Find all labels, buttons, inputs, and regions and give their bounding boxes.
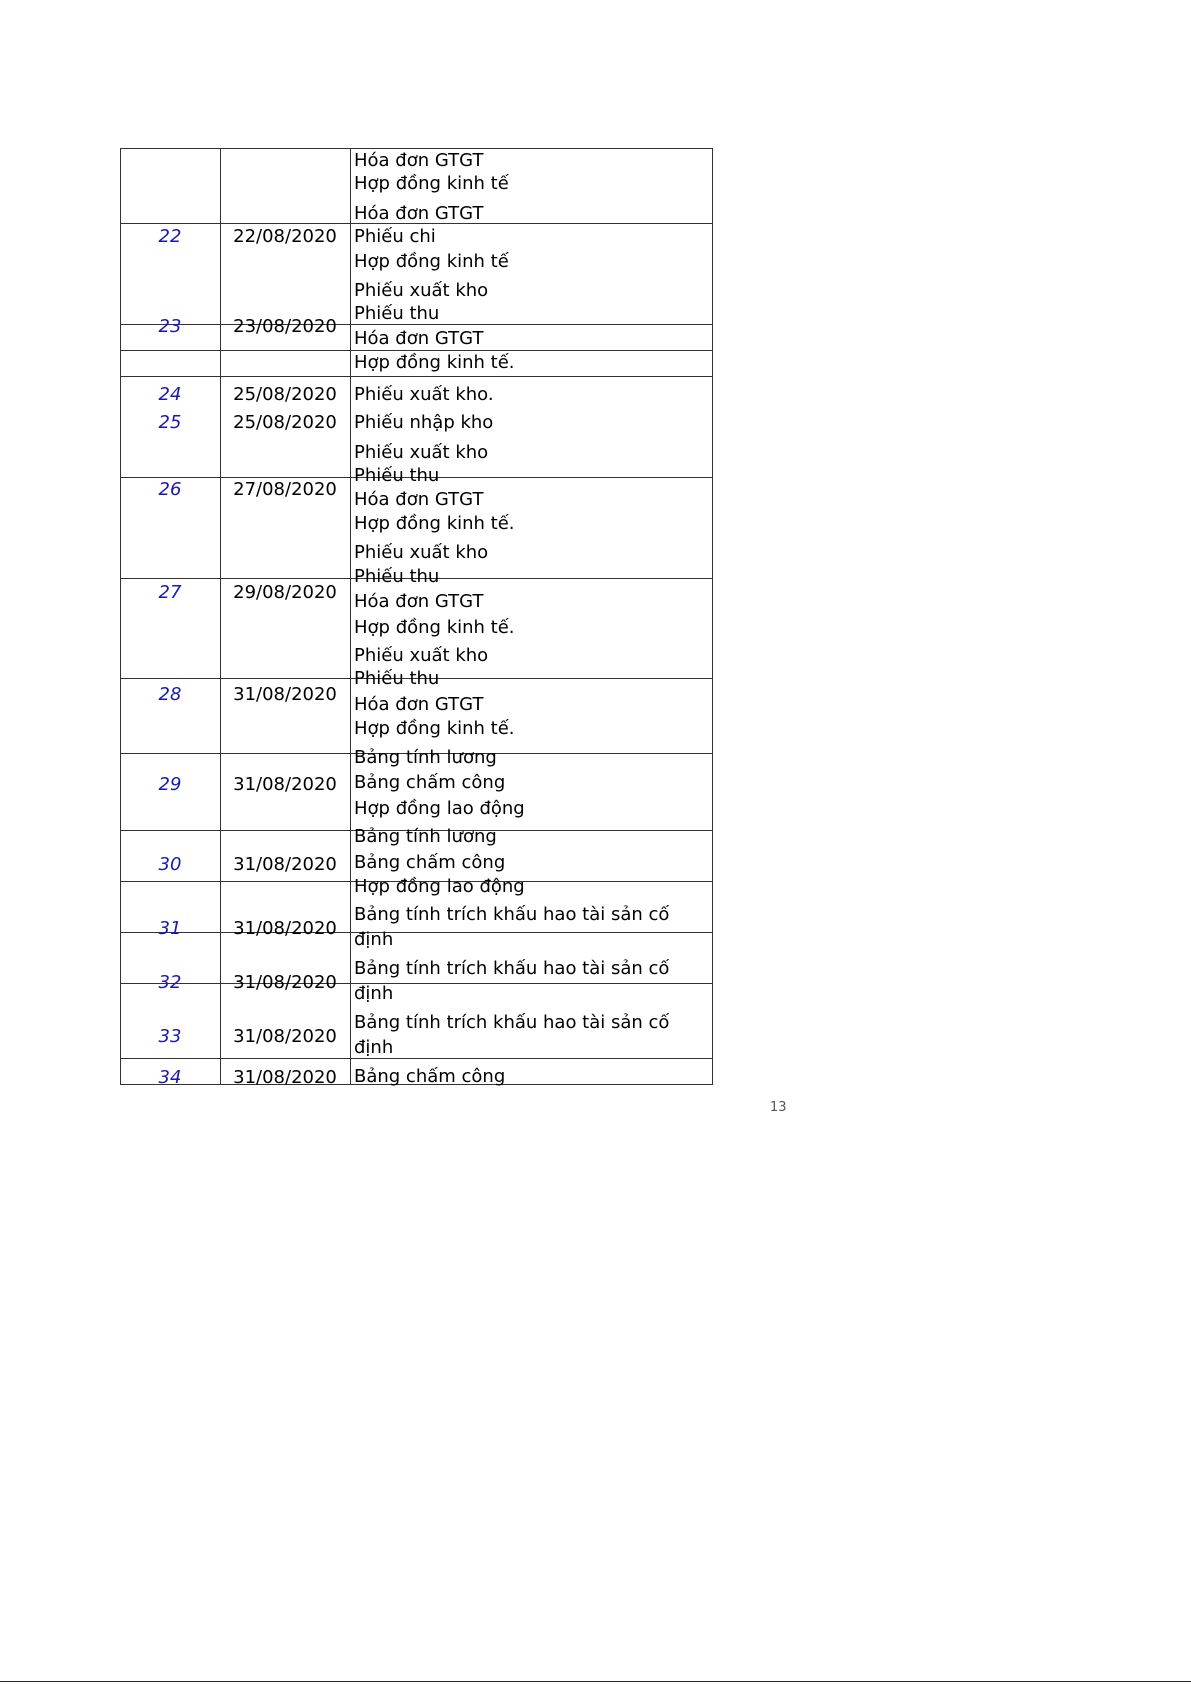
row-date: 29/08/2020 — [233, 582, 337, 603]
document-name: Hợp đồng kinh tế. — [354, 718, 515, 739]
row-number: 26 — [158, 479, 182, 500]
document-name: Phiếu xuất kho — [354, 542, 489, 563]
row-date: 31/08/2020 — [233, 972, 337, 993]
document-name: Phiếu thu — [354, 668, 440, 689]
document-name: Hóa đơn GTGT — [354, 203, 484, 224]
document-name: định — [354, 1037, 394, 1058]
document-name: Phiếu thu — [354, 566, 440, 587]
document-name: Bảng tính lương — [354, 826, 497, 847]
document-name: Hợp đồng kinh tế — [354, 173, 509, 194]
voucher-table — [120, 148, 713, 1088]
row-date: 31/08/2020 — [233, 918, 337, 939]
document-name: Hóa đơn GTGT — [354, 489, 484, 510]
document-name: Hóa đơn GTGT — [354, 328, 484, 349]
document-name: Bảng tính trích khấu hao tài sản cố — [354, 958, 670, 979]
table-border-left — [120, 148, 121, 1085]
document-name: Bảng tính trích khấu hao tài sản cố — [354, 1012, 670, 1033]
row-date: 31/08/2020 — [233, 1067, 337, 1088]
document-name: định — [354, 929, 394, 950]
document-name: Hợp đồng kinh tế. — [354, 617, 515, 638]
document-name: Bảng chấm công — [354, 1066, 506, 1087]
document-name: Phiếu xuất kho. — [354, 384, 494, 405]
row-border — [120, 376, 713, 377]
document-name: Hợp đồng kinh tế — [354, 251, 509, 272]
row-border — [120, 1058, 713, 1059]
document-name: Bảng tính lương — [354, 747, 497, 768]
row-number: 23 — [158, 316, 182, 337]
row-number: 24 — [158, 384, 182, 405]
row-date: 23/08/2020 — [233, 316, 337, 337]
row-date: 25/08/2020 — [233, 412, 337, 433]
document-name: Phiếu xuất kho — [354, 280, 489, 301]
row-number: 34 — [158, 1067, 182, 1088]
page-number: 13 — [770, 1100, 787, 1115]
document-name: Phiếu nhập kho — [354, 412, 494, 433]
row-number: 29 — [158, 774, 182, 795]
row-border — [120, 350, 713, 351]
document-name: Phiếu xuất kho — [354, 645, 489, 666]
row-number: 32 — [158, 972, 182, 993]
document-name: Hợp đồng lao động — [354, 876, 525, 897]
row-date: 31/08/2020 — [233, 1026, 337, 1047]
row-date: 31/08/2020 — [233, 684, 337, 705]
document-name: Hợp đồng lao động — [354, 798, 525, 819]
row-number: 28 — [158, 684, 182, 705]
row-number: 25 — [158, 412, 182, 433]
row-number: 22 — [158, 226, 182, 247]
row-date: 22/08/2020 — [233, 226, 337, 247]
row-number: 30 — [158, 854, 182, 875]
table-divider-2 — [350, 148, 351, 1085]
row-number: 33 — [158, 1026, 182, 1047]
row-border — [120, 148, 713, 149]
document-name: Hợp đồng kinh tế. — [354, 513, 515, 534]
document-name: Hóa đơn GTGT — [354, 591, 484, 612]
row-date: 27/08/2020 — [233, 479, 337, 500]
footer-rule — [0, 1681, 1191, 1682]
document-name: Hóa đơn GTGT — [354, 150, 484, 171]
row-number: 31 — [158, 918, 182, 939]
document-name: Phiếu thu — [354, 303, 440, 324]
row-date: 31/08/2020 — [233, 854, 337, 875]
document-name: Bảng chấm công — [354, 772, 506, 793]
document-name: Bảng tính trích khấu hao tài sản cố — [354, 904, 670, 925]
document-name: Bảng chấm công — [354, 852, 506, 873]
document-name: Hóa đơn GTGT — [354, 694, 484, 715]
document-name: Hợp đồng kinh tế. — [354, 352, 515, 373]
table-border-right — [712, 148, 713, 1085]
document-name: định — [354, 983, 394, 1004]
table-divider-1 — [220, 148, 221, 1085]
document-name: Phiếu xuất kho — [354, 442, 489, 463]
document-name: Phiếu chi — [354, 226, 436, 247]
row-number: 27 — [158, 582, 182, 603]
document-name: Phiếu thu — [354, 465, 440, 486]
row-date: 25/08/2020 — [233, 384, 337, 405]
row-date: 31/08/2020 — [233, 774, 337, 795]
